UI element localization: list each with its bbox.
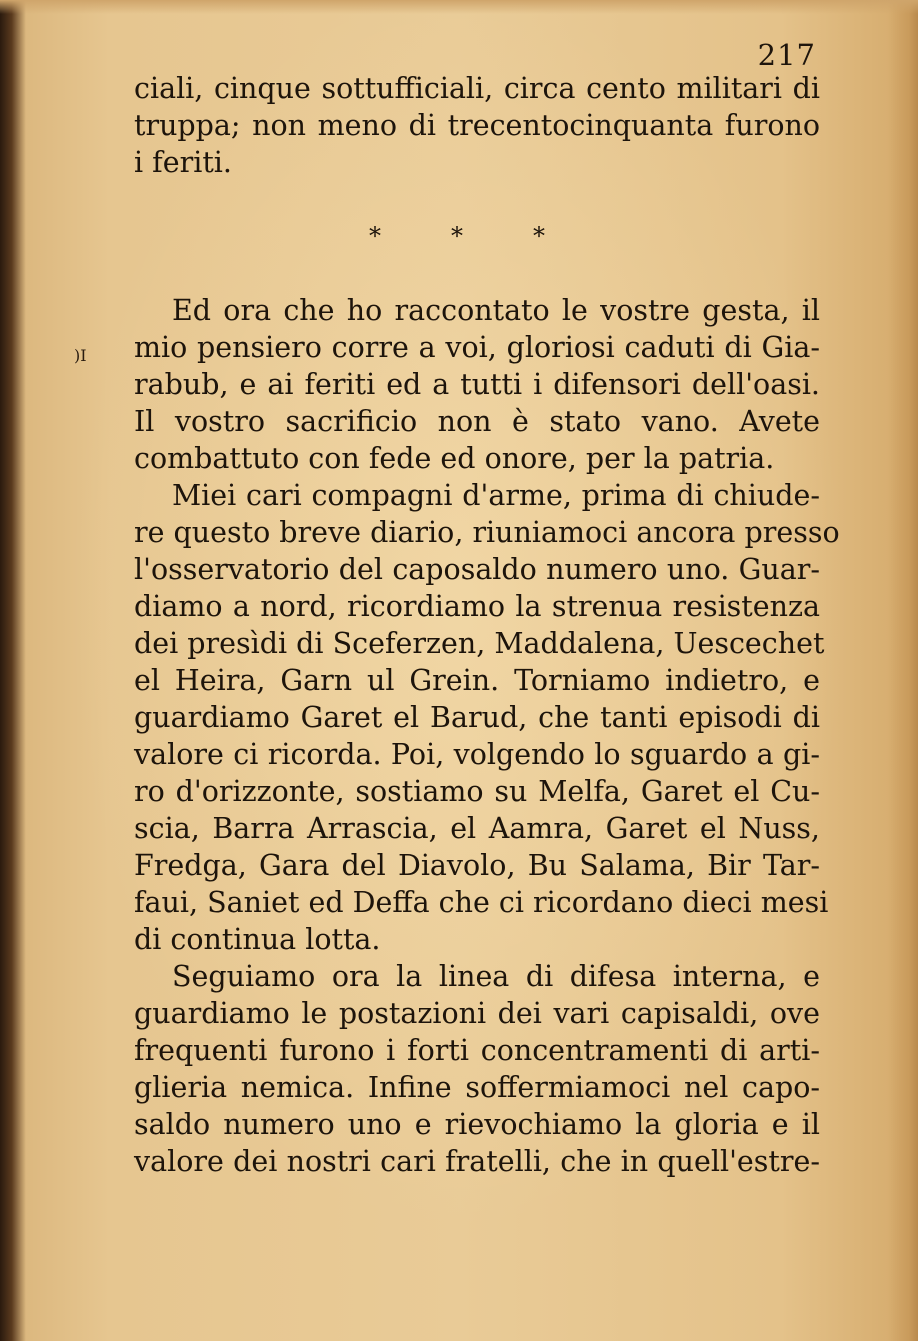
text-line: di continua lotta.: [134, 923, 381, 956]
text-line: l'osservatorio del caposaldo numero uno. Guar-: [134, 553, 820, 586]
text-line: saldo numero uno e rievochiamo la gloria e il: [134, 1108, 820, 1141]
text-line: faui, Saniet ed Deffa che ci ricordano dieci mesi: [134, 886, 829, 919]
text-line: Il vostro sacrificio non è stato vano. Avete: [134, 405, 820, 438]
text-line: el Heira, Garn ul Grein. Torniamo indietro, e: [134, 664, 820, 697]
page-right-edge: [888, 0, 918, 1341]
section-separator: [134, 218, 820, 255]
text-line: Seguiamo ora la linea di difesa interna, e: [172, 960, 820, 993]
text-line: i feriti.: [134, 146, 232, 179]
text-line: Miei cari compagni d'arme, prima di chiude-: [172, 479, 820, 512]
asterisk: *: [369, 222, 381, 250]
text-line: valore ci ricorda. Poi, volgendo lo sguardo a gi-: [134, 738, 820, 771]
book-spine-shadow: [0, 0, 26, 1341]
text-line: ro d'orizzonte, sostiamo su Melfa, Garet el Cu-: [134, 775, 820, 808]
text-line: Fredga, Gara del Diavolo, Bu Salama, Bir Tar-: [134, 849, 820, 882]
text-line: Ed ora che ho raccontato le vostre gesta, il: [172, 294, 820, 327]
text-line: glieria nemica. Infine soffermiamoci nel capo-: [134, 1071, 820, 1104]
text-line: frequenti furono i forti concentramenti di arti-: [134, 1034, 820, 1067]
text-line: valore dei nostri cari fratelli, che in quell'estre-: [134, 1145, 820, 1178]
asterisk: *: [451, 222, 463, 250]
text-line: mio pensiero corre a voi, gloriosi caduti di Gia-: [134, 331, 820, 364]
text-line: re questo breve diario, riuniamoci ancora presso: [134, 516, 840, 549]
text-line: diamo a nord, ricordiamo la strenua resistenza: [134, 590, 820, 623]
text-line: guardiamo Garet el Barud, che tanti episodi di: [134, 701, 820, 734]
page-top-edge: [0, 0, 918, 14]
body-text: [134, 70, 840, 1180]
text-line: dei presìdi di Sceferzen, Maddalena, Uescechet: [134, 627, 825, 660]
text-line: truppa; non meno di trecentocinquanta furono: [134, 109, 820, 142]
text-line: scia, Barra Arrascia, el Aamra, Garet el Nuss,: [134, 812, 820, 845]
text-line: ciali, cinque sottufficiali, circa cento militari di: [134, 72, 820, 105]
margin-mark: )I: [74, 346, 87, 365]
text-line: guardiamo le postazioni dei vari capisaldi, ove: [134, 997, 820, 1030]
text-line: combattuto con fede ed onore, per la patria.: [134, 442, 775, 475]
page-number: 217: [757, 38, 816, 72]
asterisk: *: [533, 222, 545, 250]
text-line: rabub, e ai feriti ed a tutti i difensori dell'oasi.: [134, 368, 820, 401]
